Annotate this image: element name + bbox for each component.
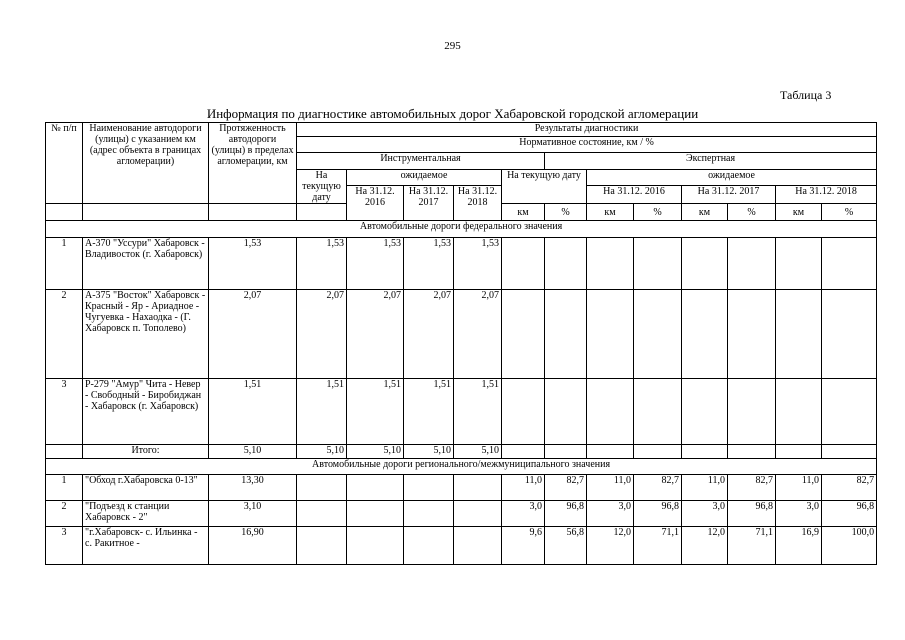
header-expected: ожидаемое	[347, 170, 502, 186]
total-2016: 5,10	[347, 445, 404, 459]
row-2017-km: 12,0	[682, 527, 728, 565]
row-2017-pct: 82,7	[728, 475, 776, 501]
row-current: 2,07	[297, 290, 347, 379]
table-row	[46, 527, 877, 565]
header-pct: %	[545, 204, 587, 221]
row-num: 2	[46, 501, 83, 527]
row-2018-km: 3,0	[776, 501, 822, 527]
total-2017: 5,10	[404, 445, 454, 459]
row-2018: 1,51	[454, 379, 502, 445]
row-num: 1	[46, 475, 83, 501]
row-2018: 1,53	[454, 238, 502, 290]
row-2018-pct: 96,8	[822, 501, 877, 527]
row-current-km: 11,0	[502, 475, 545, 501]
row-road-name: А-370 "Уссури" Хабаровск - Владивосток (г. Хабаровск)	[83, 238, 209, 290]
header-2018-expert: На 31.12. 2018	[776, 186, 877, 204]
header-km: км	[502, 204, 545, 221]
total-label: Итого:	[83, 445, 209, 459]
table-title: Информация по диагностике автомобильных дорог Хабаровской городской агломерации	[206, 106, 699, 121]
header-num: № п/п	[46, 123, 83, 204]
table-row	[46, 290, 877, 379]
header-normative: Нормативное состояние, км / %	[297, 137, 877, 153]
header-km: км	[776, 204, 822, 221]
row-2016-pct: 82,7	[634, 475, 682, 501]
total-row	[46, 445, 877, 459]
row-num: 1	[46, 238, 83, 290]
row-2017: 1,51	[404, 379, 454, 445]
header-km: км	[587, 204, 634, 221]
row-2018-km: 11,0	[776, 475, 822, 501]
header-pct: %	[634, 204, 682, 221]
diagnostics-table	[45, 122, 877, 565]
row-current-pct: 56,8	[545, 527, 587, 565]
row-current-pct: 82,7	[545, 475, 587, 501]
table-row	[46, 501, 877, 527]
header-current-date-instr: На текущую дату	[297, 170, 347, 204]
header-results: Результаты диагностики	[297, 123, 877, 137]
header-empty	[209, 204, 297, 221]
header-2016: На 31.12. 2016	[347, 186, 404, 221]
row-2018: 2,07	[454, 290, 502, 379]
row-2017-km: 11,0	[682, 475, 728, 501]
row-road-name: Р-279 "Амур" Чита - Невер - Свободный - Биробиджан - Хабаровск (г. Хабаровск)	[83, 379, 209, 445]
row-length: 1,51	[209, 379, 297, 445]
row-length: 3,10	[209, 501, 297, 527]
header-empty	[297, 204, 347, 221]
header-expert: Экспертная	[545, 153, 877, 170]
header-2016-expert: На 31.12. 2016	[587, 186, 682, 204]
row-2016-pct: 96,8	[634, 501, 682, 527]
row-current-km: 3,0	[502, 501, 545, 527]
header-pct: %	[822, 204, 877, 221]
header-2017-expert: На 31.12. 2017	[682, 186, 776, 204]
row-2016: 2,07	[347, 290, 404, 379]
row-2016: 1,51	[347, 379, 404, 445]
total-current: 5,10	[297, 445, 347, 459]
row-current-pct: 96,8	[545, 501, 587, 527]
header-km: км	[682, 204, 728, 221]
header-length: Протяженность автодороги (улицы) в пределах агломерации, км	[209, 123, 297, 204]
header-2017: На 31.12. 2017	[404, 186, 454, 221]
header-empty	[83, 204, 209, 221]
row-road-name: А-375 "Восток" Хабаровск - Красный - Яр - Ариадное - Чугуевка - Нахаодка - (Г. Хабаровск п. Тополево)	[83, 290, 209, 379]
table-row	[46, 475, 877, 501]
row-current: 1,51	[297, 379, 347, 445]
header-instrumental: Инструментальная	[297, 153, 545, 170]
row-road-name: "Обход г.Хабаровска 0-13"	[83, 475, 209, 501]
header-name: Наименование автодороги (улицы) с указанием км (адрес объекта в границах агломерации)	[83, 123, 209, 204]
row-2018-km: 16,9	[776, 527, 822, 565]
total-length: 5,10	[209, 445, 297, 459]
section-regional: Автомобильные дороги регионального/межмуниципального значения	[46, 459, 877, 475]
header-pct: %	[728, 204, 776, 221]
row-num: 2	[46, 290, 83, 379]
row-2017: 1,53	[404, 238, 454, 290]
row-2017-pct: 71,1	[728, 527, 776, 565]
row-length: 2,07	[209, 290, 297, 379]
table-label: Таблица 3	[780, 88, 832, 102]
row-current-km: 9,6	[502, 527, 545, 565]
row-2016-km: 11,0	[587, 475, 634, 501]
row-2016-km: 3,0	[587, 501, 634, 527]
row-num: 3	[46, 527, 83, 565]
row-length: 1,53	[209, 238, 297, 290]
table-row	[46, 238, 877, 290]
header-empty	[46, 204, 83, 221]
header-current-date-expert: На текущую дату	[502, 170, 587, 204]
row-road-name: "г.Хабаровск- с. Ильинка - с. Ракитное -	[83, 527, 209, 565]
row-2017-pct: 96,8	[728, 501, 776, 527]
row-current: 1,53	[297, 238, 347, 290]
row-2017: 2,07	[404, 290, 454, 379]
row-length: 13,30	[209, 475, 297, 501]
total-2018: 5,10	[454, 445, 502, 459]
row-2018-pct: 100,0	[822, 527, 877, 565]
row-num: 3	[46, 379, 83, 445]
row-2016-km: 12,0	[587, 527, 634, 565]
row-2016: 1,53	[347, 238, 404, 290]
section-federal: Автомобильные дороги федерального значения	[46, 221, 877, 238]
page-number: 295	[444, 40, 461, 52]
row-2016-pct: 71,1	[634, 527, 682, 565]
table-row	[46, 379, 877, 445]
row-road-name: "Подъезд к станции Хабаровск - 2"	[83, 501, 209, 527]
row-2017-km: 3,0	[682, 501, 728, 527]
row-length: 16,90	[209, 527, 297, 565]
row-2018-pct: 82,7	[822, 475, 877, 501]
header-expected-expert: ожидаемое	[587, 170, 877, 186]
header-2018: На 31.12. 2018	[454, 186, 502, 221]
